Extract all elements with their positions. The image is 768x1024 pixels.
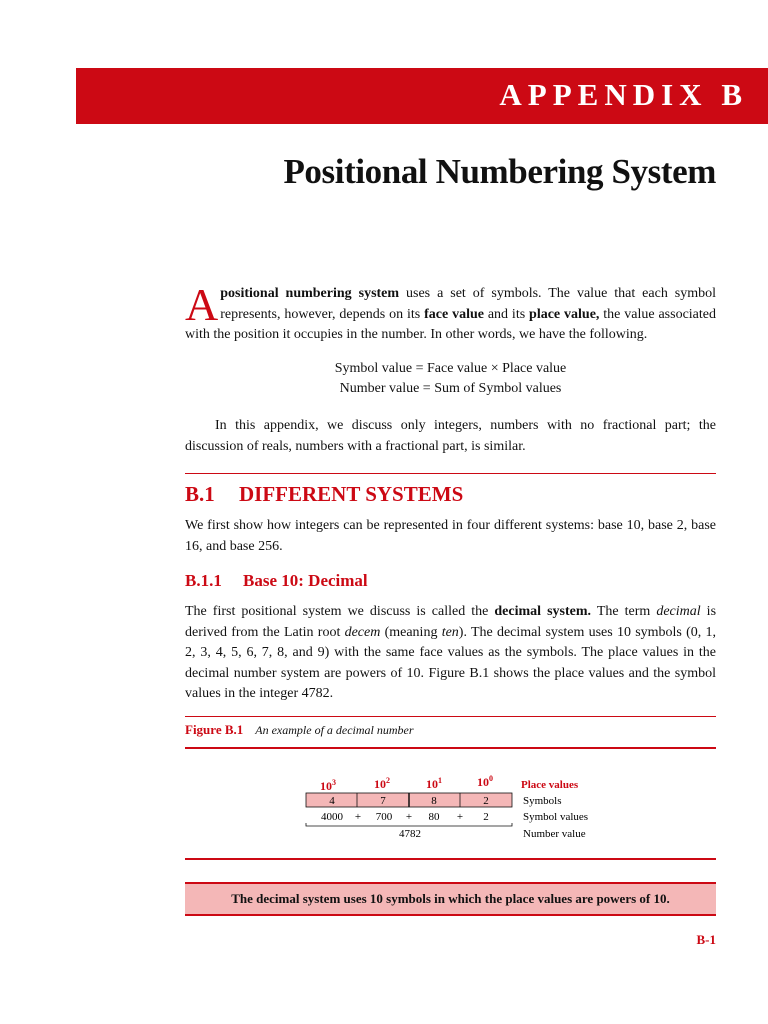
section-divider <box>185 473 716 474</box>
decimal-text-3: is derived from the Latin root <box>185 604 717 640</box>
figure-label: Figure B.1 <box>185 722 244 737</box>
intro-bold-term-1: positional numbering system <box>220 286 400 301</box>
symbol-value: 700 <box>375 811 393 823</box>
page-number: B-1 <box>696 932 716 947</box>
place-value-base: 10 <box>320 779 332 793</box>
place-value-base: 10 <box>374 777 386 791</box>
figure-caption <box>185 722 414 738</box>
place-value-10-3 <box>320 778 336 793</box>
decimal-text-2: The term <box>591 604 657 619</box>
symbol-digit: 7 <box>380 795 386 807</box>
decimal-text-5: ). The decimal system uses 10 symbols (0, 1, 2, 3, 4, 5, 6, 7, 8, and 9) with the same face values as the symbols. The place values in the decimal number system are powers of 10. Figure B.1 shows the place values and the symbol values in the integer 4782. <box>185 624 716 702</box>
symbol-digit: 2 <box>483 795 489 807</box>
subsection-heading-b11 <box>185 571 368 591</box>
subsection-title: Base 10: Decimal <box>243 571 368 590</box>
plus-sign: + <box>405 811 413 823</box>
section-heading-b1 <box>185 482 463 507</box>
appendix-scope-paragraph: In this appendix, we discuss only integers, numbers with no fractional part; the discussion of reals, numbers with a fractional part, is similar. <box>185 418 716 454</box>
sum-bracket <box>306 823 512 826</box>
plus-sign: + <box>354 811 362 823</box>
figure-description: An example of a decimal number <box>255 723 414 737</box>
place-value-10-2 <box>374 776 390 791</box>
label-symbol-values: Symbol values <box>523 811 589 823</box>
key-point-box: The decimal system uses 10 symbols in which the place values are powers of 10. <box>185 882 716 916</box>
formula-symbol-value: Symbol value = Face value × Place value <box>334 361 567 376</box>
formula-number-value: Number value = Sum of Symbol values <box>339 381 562 396</box>
place-value-base: 10 <box>426 777 438 791</box>
figure-rule-top <box>185 716 716 717</box>
place-value-exponent: 0 <box>489 774 493 783</box>
plus-sign: + <box>456 811 464 823</box>
place-value-exponent: 2 <box>386 776 390 785</box>
drop-cap: A <box>185 279 219 330</box>
symbol-value: 80 <box>428 811 440 823</box>
label-symbols: Symbols <box>523 795 562 807</box>
place-value-exponent: 3 <box>332 778 336 787</box>
place-value-10-0 <box>477 774 493 789</box>
section-number: B.1 <box>185 482 215 506</box>
decimal-number-figure <box>300 770 610 846</box>
figure-end-rule <box>185 858 716 860</box>
decimal-bold-term: decimal system. <box>494 604 592 619</box>
intro-text-2: and its <box>483 306 530 322</box>
appendix-banner <box>76 68 768 124</box>
subsection-number: B.1.1 <box>185 571 222 590</box>
intro-bold-term-3: place value, <box>529 306 600 322</box>
symbol-digit: 4 <box>329 795 335 807</box>
decimal-paragraph <box>185 602 716 705</box>
label-number-value: Number value <box>523 828 586 840</box>
symbol-value: 4000 <box>321 811 343 823</box>
section-title: DIFFERENT SYSTEMS <box>239 482 464 506</box>
decimal-text-4: (meaning <box>380 624 442 640</box>
decimal-italic-1: decimal <box>656 604 701 619</box>
number-value: 4782 <box>399 828 421 840</box>
place-value-10-1 <box>426 776 442 791</box>
symbol-digit: 8 <box>431 795 437 807</box>
place-value-base: 10 <box>477 775 489 789</box>
intro-paragraph <box>185 279 716 346</box>
symbol-value: 2 <box>483 811 489 823</box>
intro-bold-term-2: face value <box>424 306 484 322</box>
decimal-italic-3: ten <box>441 624 459 640</box>
figure-rule-bottom <box>185 747 716 749</box>
intro-text-1: uses a set of symbols. The value that each symbol represents, however, depends on its <box>220 286 716 322</box>
decimal-text-1: The first positional system we discuss is called the <box>185 604 495 619</box>
appendix-label: APPENDIX B <box>499 77 748 112</box>
decimal-italic-2: decem <box>344 624 381 640</box>
page-title: Positional Numbering System <box>283 152 716 191</box>
section-b1-body: We first show how integers can be represented in four different systems: base 10, base 2, base 16, and base 256. <box>185 518 716 554</box>
label-place-values: Place values <box>521 779 579 791</box>
intro-text-3: the value associated with the position it occupies in the number. In other words, we have the following. <box>185 306 716 343</box>
place-value-exponent: 1 <box>438 776 442 785</box>
